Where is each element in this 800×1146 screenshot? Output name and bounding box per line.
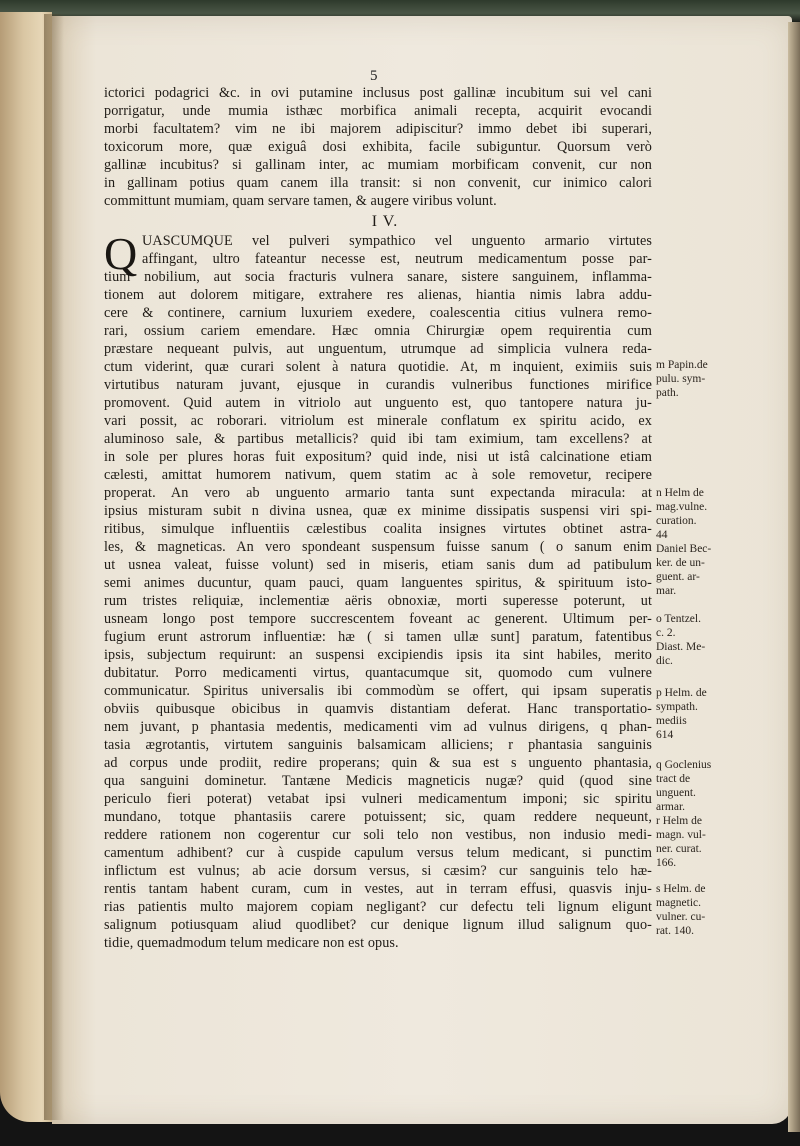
book-gutter-shadow [44, 14, 64, 1120]
margin-note-line: ner. curat. [656, 843, 702, 855]
text-line: ut usnea valeat, fuisse volunt) sed in miseris, etiam sanis dum ad patibulum [104, 557, 652, 573]
margin-note-line: q Goclenius [656, 759, 712, 771]
text-line: ritibus, simulque influentiis cælestibus coalita insignes virtutes obtinet astra- [104, 521, 652, 537]
text-line: fugium erunt astrorum influentiæ: hæ ( si tamen ullæ sunt] paratum, fatentibus [104, 629, 652, 645]
text-line: ipsis, subjectum requirunt: an suspensi excipiendis ipsis ita sint habiles, merito [104, 647, 652, 663]
margin-note-line: pulu. sym- [656, 373, 706, 385]
margin-note-line: mediis [656, 715, 687, 727]
margin-note-line: ker. de un- [656, 557, 705, 569]
text-line: communicatur. Spiritus universalis ibi commodùm se offert, qui ipsam superatis [104, 683, 652, 699]
paragraph-section-iv [104, 268, 652, 952]
margin-note-line: s Helm. de [656, 883, 706, 895]
margin-note-line: 166. [656, 857, 677, 869]
text-line: virtutibus naturam juvant, ejusque in curandis vulneribus functiones mirifice [104, 377, 652, 393]
margin-note-line: curation. [656, 515, 697, 527]
margin-note-line: vulner. cu- [656, 911, 706, 923]
margin-note-line: rat. 140. [656, 925, 695, 937]
second-line: affingant, ultro fateantur necesse est, neutrum medicamentum posse par- [142, 251, 652, 267]
margin-note-line: unguent. [656, 787, 696, 799]
text-line: vari possit, ac roborari. vitriolum est minerale conflatum ex spiritu acido, ex [104, 413, 652, 429]
margin-note-line: 614 [656, 729, 674, 741]
text-line: toxicorum more, quæ exiguâ dosi exhibita, facile subiguntur. Quorsum verò [104, 139, 652, 155]
first-line: UASCUMQUE vel pulveri sympathico vel unguento armario virtutes [142, 233, 652, 249]
text-line: cælesti, amittat humorem nativum, quem statim ac à sole removetur, recipere [104, 467, 652, 483]
text-line: tidie, quemadmodum telum medicare non est opus. [104, 935, 399, 951]
text-line: salignum potiusquam aliud quodlibet? cur denique lignum illud salignum quo- [104, 917, 652, 933]
text-line: nem juvant, p phantasia medentis, medicamenti vim ad vulnus dirigens, q phan- [104, 719, 652, 735]
main-text-block [104, 84, 652, 952]
margin-note-line: p Helm. de [656, 687, 707, 699]
margin-note-line: sympath. [656, 701, 698, 713]
margin-note-line: Daniel Bec- [656, 543, 712, 555]
margin-note-line: c. 2. [656, 627, 676, 639]
text-line: rentis tantam habent curam, cum in vestes, aut in terram effusi, quasvis inju- [104, 881, 652, 897]
text-line: dubitatur. Porro medicamenti virtus, quantacumque sit, quomodo cum vulnere [104, 665, 652, 681]
text-line: morbi facultatem? vim ne ibi majorem adipiscitur? immo debet ibi superari, [104, 121, 652, 137]
paragraph-continued [104, 84, 652, 210]
margin-note-m [656, 358, 756, 400]
margin-note-line: o Tentzel. [656, 613, 701, 625]
text-line: tium nobilium, aut socia fracturis vulnera sanare, sistere sanguinem, inflamma- [104, 269, 652, 285]
margin-note-line: Diast. Me- [656, 641, 706, 653]
margin-note-line: 44 [656, 529, 668, 541]
text-line: aluminoso sale, & partibus metallicis? quid ibi tam eximium, tam excellens? at [104, 431, 652, 447]
margin-note-line: magnetic. [656, 897, 702, 909]
text-line: reddere rationem non cogerentur cur soli telo non vestibus, non indusio medi- [104, 827, 652, 843]
text-line: qua sanguini dominetur. Tantæne Medicis magneticis nugæ? quid (quod sine [104, 773, 652, 789]
text-line: cere & continere, carnium luxuriem exedere, coalescentia citius vulnera remo- [104, 305, 652, 321]
text-line: porrigatur, unde mumia isthæc morbifica animali recepta, acquirit evocandi [104, 103, 652, 119]
text-line: in sole per plures horas fuit expositum? quid inde, nisi ut istâ calcinatione etiam [104, 449, 652, 465]
text-line: obviis quibusque obicibus in quamvis distantiam deferat. Hanc transportatio- [104, 701, 652, 717]
margin-note-line: m Papin.de [656, 359, 708, 371]
text-line: ipsius misturam subit n divina usnea, quæ ex minime dissipatis suspensi viri spi- [104, 503, 652, 519]
drop-capital: Q [104, 228, 138, 279]
text-line: rum tristes reliquiæ, inclementiæ aëris obnoxiæ, morti superesse poterunt, ut [104, 593, 652, 609]
margin-note-p [656, 686, 756, 742]
text-line: mundano, totque phantasiis carere potuissent; sic, quam reddere nequeunt, [104, 809, 652, 825]
text-line: rari, ossium cariem emendare. Hæc omnia Chirurgiæ opem requirentia cum [104, 323, 652, 339]
margin-note-line: magn. vul- [656, 829, 706, 841]
margin-note-line: mar. [656, 585, 677, 597]
margin-note-o [656, 612, 756, 668]
text-line: tionem aut dolorem mitigare, extrahere res alienas, hiantia nimis labra addu- [104, 287, 652, 303]
text-line: rias patientis multo majorem copiam negligant? cur defectu teli lignum eligunt [104, 899, 652, 915]
text-line: camentum adhibent? cur à cuspide capulum versus telum medicant, si punctim [104, 845, 652, 861]
text-line: semi animes ducuntur, quam pauci, quam languentes spiritus, & spirituum isto- [104, 575, 652, 591]
margin-note-line: r Helm de [656, 815, 702, 827]
margin-note-line: tract de [656, 773, 691, 785]
page-fore-edge [788, 22, 800, 1132]
text-line: properat. An vero ab unguento armario tanta sunt expectanda miracula: at [104, 485, 652, 501]
margin-note-line: n Helm de [656, 487, 704, 499]
text-line: in gallinam potius quam canem illa transit: si non convenit, cur inimico calori [104, 175, 652, 191]
text-line: usneam longo post tempore succrescentem foveant ac generent. Ultimum per- [104, 611, 652, 627]
text-line: ictorici podagrici &c. in ovi putamine inclusus post gallinæ incubitum sui vel cani [104, 85, 652, 101]
margin-note-line: mag.vulne. [656, 501, 708, 513]
margin-note-line: path. [656, 387, 679, 399]
text-line: ad corpus unde prodiit, redire properans; quin & sua est s unguento phantasia, [104, 755, 652, 771]
text-line: gallinæ incubitus? si gallinam inter, ac mumiam morbificam convenit, cur non [104, 157, 652, 173]
text-line: periculo fieri poterat) vetabat ipsi vulneri medicamentum imponi; sic spiritu [104, 791, 652, 807]
text-line: tasia ægrotantis, virtutem sanguinis balsamicam alliciens; r phantasia sanguinis [104, 737, 652, 753]
section-heading: I V. [371, 213, 399, 230]
text-line: les, & magneticas. An vero spondeant suspensum fuisse sanum ( o sanum enim [104, 539, 652, 555]
text-line: ctum viderint, quæ curari solent à natura quotidie. At, m inquient, eximiis suis [104, 359, 652, 375]
margin-note-line: armar. [656, 801, 686, 813]
text-line: inflictum est vulnus; ab acie dorsum versus, si cæsim? cur sanguinis telo hæ- [104, 863, 652, 879]
margin-note-n [656, 486, 756, 598]
margin-note-r [656, 814, 756, 870]
text-line: promovent. Quid autem in vitriolo aut unguento est, quo tantopere natura ju- [104, 395, 652, 411]
margin-note-line: guent. ar- [656, 571, 700, 583]
text-line: committunt mumiam, quam servare tamen, & augere viribus volunt. [104, 193, 497, 209]
margin-note-s [656, 882, 756, 938]
text-line: præstare nequeant pulvis, aut unguentum, utrumque ad simplicia vulnera reda- [104, 341, 652, 357]
margin-note-q [656, 758, 756, 814]
margin-note-line: dic. [656, 655, 673, 667]
page-number: 5 [370, 68, 378, 84]
